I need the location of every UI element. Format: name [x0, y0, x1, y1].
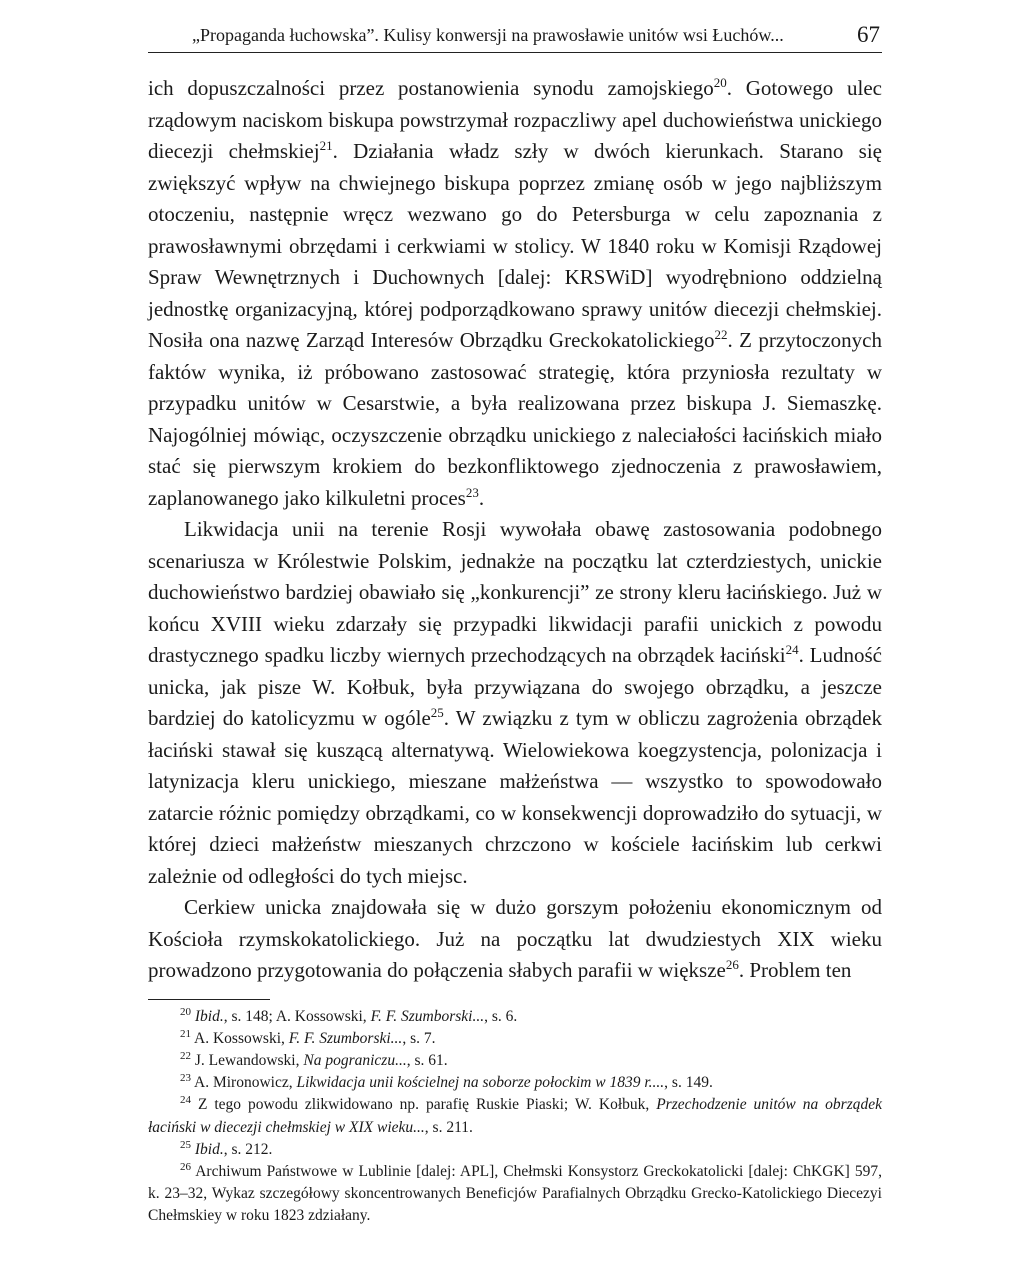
text-run: A. Kossowski, — [191, 1029, 289, 1047]
italic-text: F. F. Szumborski... — [288, 1029, 403, 1047]
text-run: , s. 148; A. Kossowski, — [223, 1007, 371, 1025]
footnote-ref: 26 — [180, 1160, 191, 1173]
footnote-ref: 25 — [180, 1138, 191, 1151]
italic-text: Przechodzenie unitów na obrządek łaciński w diecezji chełmskiej w XIX wieku... — [148, 1096, 882, 1136]
text-run: , s. 6. — [484, 1007, 518, 1025]
italic-text: Ibid. — [194, 1007, 224, 1025]
footnote-separator — [148, 999, 270, 1000]
text-run: A. Mironowicz, — [191, 1074, 297, 1092]
text-run: J. Lewandowski, — [191, 1051, 304, 1069]
text-run: , s. 149. — [664, 1074, 713, 1092]
running-head — [148, 22, 882, 53]
footnote-25 — [148, 1139, 882, 1161]
italic-text: Na pograniczu... — [303, 1051, 407, 1069]
text-run: , s. 211. — [424, 1118, 473, 1136]
text-run: . Problem ten — [738, 958, 852, 982]
text-run: Likwidacja unii na terenie Rosji wywołała obawę zastosowania podobnego scenariusza w Królestwie Polskim, jednakże na początku lat czterdziestych, unickie duchowieństwo bardziej obawiało się „konkurencji” ze strony kleru łacińskiego. Już w końcu XVIII wieku zdarzały się przypadki likwidacji parafii unickich z powodu drastycznego spadku liczby wiernych przechodzących na obrządek łaciński — [148, 517, 882, 667]
footnotes — [148, 1006, 882, 1228]
text-run: . W związku z tym w obliczu zagrożenia obrządek łaciński stawał się kuszącą alternatywą. Wielowiekowa koegzystencja, polonizacja i latynizacja kleru unickiego, mieszane małżeństwa — wszystko to spowodowało zatarcie różnic pomiędzy obrządkami, co w konsekwencji doprowadziło do sytuacji, w której dzieci małżeństw mieszanych chrzczono w kościele łacińskim lub cerkwi zależnie od odległości do tych miejsc. — [148, 706, 882, 888]
text-run: . — [478, 485, 485, 510]
text-run: ich dopuszczalności przez postanowienia synodu zamojskiego — [148, 76, 714, 100]
footnote-21 — [148, 1028, 882, 1050]
italic-text: Ibid. — [194, 1140, 224, 1158]
paragraph-1 — [148, 73, 882, 514]
footnote-ref: 21 — [319, 138, 333, 153]
paragraph-2 — [148, 514, 882, 892]
footnote-ref: 22 — [180, 1049, 191, 1062]
italic-text: Likwidacja unii kościelnej na soborze połockim w 1839 r.... — [296, 1074, 665, 1092]
footnote-ref: 20 — [180, 1005, 191, 1018]
footnote-ref: 25 — [430, 705, 444, 720]
italic-text: F. F. Szumborski... — [370, 1007, 485, 1025]
text-run: . Działania władz szły w dwóch kierunkach. Starano się zwiększyć wpływ na chwiejnego biskupa poprzez zmianę osób w jego najbliższym otoczeniu, następnie wręcz wezwano go do Petersburga w celu zapoznania z prawosławnymi obrzędami i cerkwiami w stolicy. W 1840 roku w Komisji Rządowej Spraw Wewnętrznych i Duchownych [dalej: KRSWiD] wyodrębniono oddzielną jednostkę organizacyjną, której podporządkowano sprawy unitów diecezji chełmskiej. Nosiła ona nazwę Zarząd Interesów Obrządku Greckokatolickiego — [148, 139, 883, 352]
text-run: , s. 7. — [402, 1029, 436, 1047]
footnote-ref: 21 — [180, 1027, 191, 1040]
text-run: . Ludność unicka, jak pisze W. Kołbuk, była przywiązana do swojego obrządku, a jeszcze bardziej do katolicyzmu w ogóle — [148, 643, 882, 730]
footnote-ref: 26 — [725, 957, 739, 972]
footnote-24 — [148, 1094, 882, 1138]
body-text — [148, 73, 882, 987]
page-number: 67 — [857, 22, 880, 47]
footnote-ref: 24 — [785, 642, 799, 657]
text-run: , s. 61. — [406, 1051, 448, 1069]
paragraph-3 — [148, 892, 882, 987]
text-run: Archiwum Państwowe w Lublinie [dalej: APL], Chełmski Konsystorz Greckokatolicki [dalej: ChKGK] 597, k. 23–32, Wykaz szczegółowy skoncentrowanych Beneficjów Parafialnych Obrządku Grecko-Katolickiego Diecezyi Chełmskiey w roku 1823 zdziałany. — [148, 1162, 882, 1225]
footnote-20 — [148, 1006, 882, 1028]
footnote-ref: 23 — [465, 484, 479, 500]
text-run: , s. 212. — [223, 1140, 273, 1158]
footnote-ref: 20 — [713, 75, 727, 90]
footnote-26 — [148, 1161, 882, 1228]
footnote-ref: 23 — [180, 1072, 191, 1085]
text-run: Z tego powodu zlikwidowano np. parafię Ruskie Piaski; W. Kołbuk, — [191, 1096, 657, 1114]
footnote-23 — [148, 1072, 882, 1094]
page — [148, 22, 882, 1228]
footnote-ref: 24 — [180, 1094, 191, 1107]
text-run: . Z przytoczonych faktów wynika, iż próbowano zastosować strategię, która przyniosła rezultaty w przypadku unitów w Cesarstwie, a była realizowana przez biskupa J. Siemaszkę. Najogólniej mówiąc, oczyszczenie obrządku unickiego z naleciałości łacińskich miało stać się pierwszym krokiem do bezkonfliktowego zjednoczenia z prawosławiem, zaplanowanego jako kilkuletni proces — [148, 328, 882, 510]
footnote-22 — [148, 1050, 882, 1072]
running-head-title: „Propaganda łuchowska”. Kulisy konwersji na prawosławie unitów wsi Łuchów... — [192, 25, 784, 45]
footnote-ref: 22 — [714, 327, 728, 342]
text-run: Cerkiew unicka znajdowała się w dużo gorszym położeniu ekonomicznym od Kościoła rzymskokatolickiego. Już na początku lat dwudziestych XIX wieku prowadzono przygotowania do połączenia słabych parafii w większe — [148, 895, 882, 982]
text-run: . Gotowego ulec rządowym naciskom biskupa powstrzymał rozpaczliwy apel duchowieństwa unickiego diecezji chełmskiej — [148, 76, 883, 163]
